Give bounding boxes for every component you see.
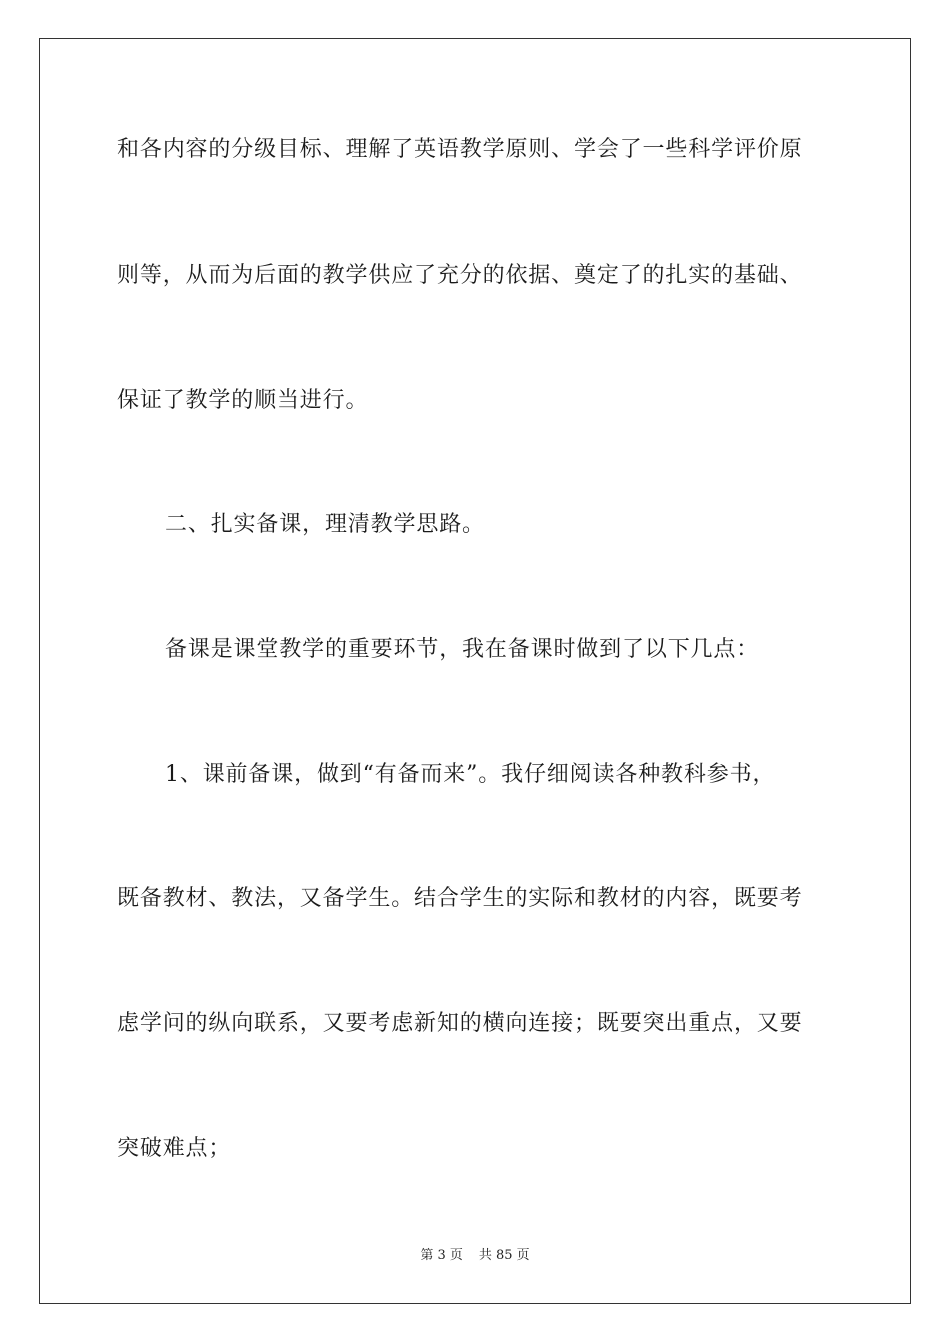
- paragraph-line: 虑学问的纵向联系，又要考虑新知的横向连接；既要突出重点，又要: [117, 1011, 803, 1036]
- paragraph-line: 则等，从而为后面的教学供应了充分的依据、奠定了的扎实的基础、: [117, 263, 803, 288]
- paragraph-line: 既备教材、教法，又备学生。结合学生的实际和教材的内容，既要考: [117, 886, 803, 911]
- paragraph-line: 突破难点；: [117, 1136, 232, 1161]
- section-heading: 二、扎实备课，理清教学思路。: [165, 512, 485, 537]
- list-item-line: 1、课前备课，做到“有备而来”。我仔细阅读各种教科参书，: [165, 762, 776, 787]
- page-total: 共 85 页: [478, 1248, 530, 1263]
- paragraph-line: 备课是课堂教学的重要环节，我在备课时做到了以下几点：: [165, 637, 760, 662]
- page-border: [39, 38, 911, 1304]
- page-footer: [0, 1247, 950, 1265]
- paragraph-line: 保证了教学的顺当进行。: [117, 388, 369, 413]
- page-number: 第 3 页: [420, 1248, 463, 1263]
- paragraph-line: 和各内容的分级目标、理解了英语教学原则、学会了一些科学评价原: [117, 137, 803, 162]
